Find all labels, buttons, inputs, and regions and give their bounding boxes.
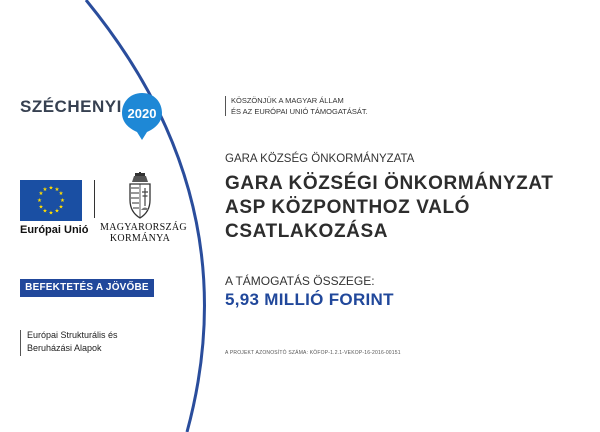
- thanks-line-2: ÉS AZ EURÓPAI UNIÓ TÁMOGATÁSÁT.: [231, 107, 368, 116]
- svg-text:★: ★: [58, 191, 64, 197]
- logo-name: SZÉCHENYI: [20, 97, 122, 116]
- logo-year: 2020: [127, 106, 157, 121]
- svg-text:★: ★: [48, 210, 54, 217]
- svg-text:★: ★: [42, 187, 48, 193]
- svg-text:★: ★: [58, 204, 64, 211]
- government-line-1: MAGYARORSZÁG: [100, 222, 187, 233]
- svg-text:★: ★: [42, 208, 48, 215]
- eu-flag: [20, 180, 82, 221]
- project-id: A PROJEKT AZONOSÍTÓ SZÁMA: KÖFOP-1.2.1-VEKOP-16-2016-00151: [225, 350, 401, 356]
- svg-text:★: ★: [60, 198, 65, 204]
- thanks-line-1: KÖSZÖNJÜK A MAGYAR ÁLLAM: [231, 96, 344, 105]
- fund-line-2: Beruházási Alapok: [27, 343, 102, 353]
- eu-stars-icon: [20, 180, 82, 221]
- project-title-line-1: GARA KÖZSÉGI ÖNKORMÁNYZAT: [225, 173, 554, 194]
- logo-divider: [94, 180, 95, 218]
- project-title-line-2: ASP KÖZPONTHOZ VALÓ: [225, 197, 471, 218]
- svg-text:★: ★: [38, 191, 44, 197]
- hungarian-crest-icon: [126, 172, 154, 220]
- eu-label: Európai Unió: [20, 224, 89, 236]
- investment-banner: BEFEKTETÉS A JÖVŐBE: [20, 279, 154, 297]
- amount-label: A TÁMOGATÁS ÖSSZEGE:: [225, 274, 375, 288]
- project-title-line-3: CSATLAKOZÁSA: [225, 221, 389, 242]
- fund-label: [27, 329, 147, 355]
- thanks-text: [231, 95, 431, 117]
- government-label: [100, 222, 187, 244]
- fund-line-1: Európai Strukturális és: [27, 330, 118, 340]
- fund-divider: [20, 330, 21, 356]
- government-line-2: KORMÁNYA: [109, 233, 171, 244]
- svg-text:★: ★: [48, 185, 54, 192]
- svg-text:★: ★: [54, 208, 60, 215]
- amount-value: 5,93 MILLIÓ FORINT: [225, 290, 394, 309]
- svg-text:★: ★: [37, 198, 42, 204]
- thanks-divider: [225, 96, 226, 116]
- svg-text:★: ★: [54, 187, 60, 193]
- szechenyi-logo: [20, 95, 160, 135]
- svg-text:★: ★: [38, 204, 44, 211]
- beneficiary-name: GARA KÖZSÉG ÖNKORMÁNYZATA: [225, 153, 415, 165]
- project-title: [225, 172, 585, 244]
- location-pin-icon: [120, 91, 164, 141]
